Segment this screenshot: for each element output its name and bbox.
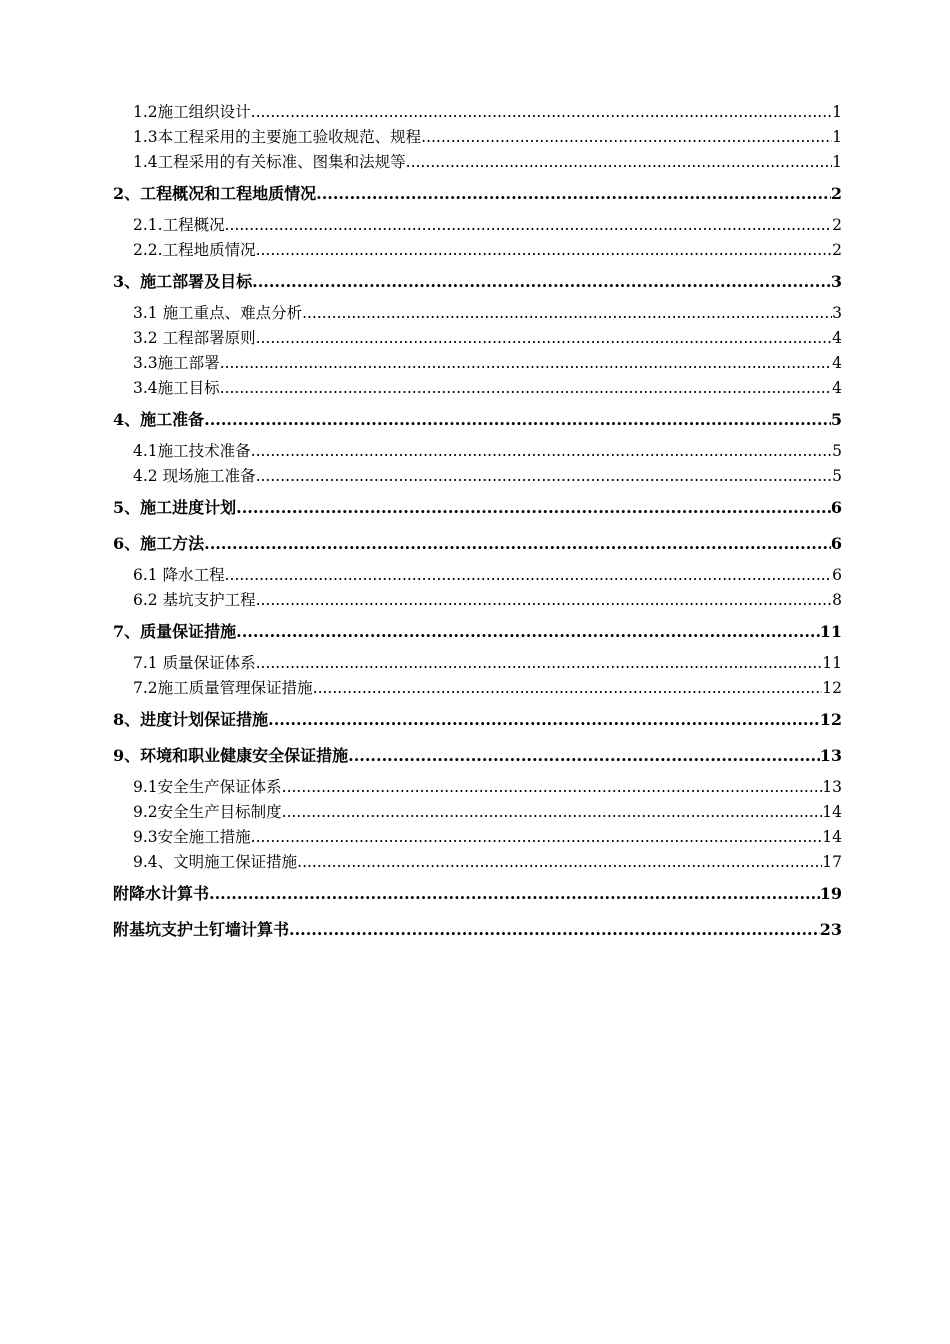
toc-page-number: 2 (832, 216, 842, 234)
toc-entry-title: 6.1 降水工程 (133, 566, 225, 584)
toc-chapter-entry[interactable] (113, 913, 842, 947)
toc-entry-title: 1.3本工程采用的主要施工验收规范、规程 (133, 128, 422, 146)
toc-dot-leader (251, 100, 832, 125)
toc-page-number: 6 (830, 534, 842, 553)
toc-page-number: 5 (832, 442, 842, 460)
toc-dot-leader (268, 703, 820, 737)
toc-entry-title: 9.1安全生产保证体系 (133, 778, 282, 796)
toc-dot-leader (289, 913, 820, 947)
toc-dot-leader (282, 800, 823, 825)
toc-dot-leader (282, 775, 823, 800)
toc-section-entry[interactable] (113, 588, 842, 613)
toc-section-entry[interactable] (113, 213, 842, 238)
toc-entry-title: 6.2 基坑支护工程 (133, 591, 256, 609)
toc-entry-title: 4.2 现场施工准备 (133, 467, 256, 485)
toc-page-number: 2 (832, 241, 842, 259)
toc-entry-title: 9.4、文明施工保证措施 (133, 853, 298, 871)
toc-entry-title: 4、施工准备 (113, 410, 205, 429)
table-of-contents (113, 100, 842, 949)
toc-dot-leader (204, 527, 831, 561)
toc-dot-leader (251, 439, 832, 464)
toc-dot-leader (316, 177, 831, 211)
toc-dot-leader (406, 150, 832, 175)
toc-section-entry[interactable] (113, 351, 842, 376)
toc-section-entry[interactable] (113, 376, 842, 401)
toc-section-entry[interactable] (113, 150, 842, 175)
toc-dot-leader (302, 301, 832, 326)
toc-entry-title: 3.1 施工重点、难点分析 (133, 304, 303, 322)
toc-dot-leader (313, 676, 823, 701)
toc-entry-title: 1.2施工组织设计 (133, 103, 251, 121)
toc-page-number: 4 (832, 329, 842, 347)
toc-section-entry[interactable] (113, 238, 842, 263)
toc-chapter-entry[interactable] (113, 491, 842, 525)
toc-dot-leader (251, 825, 823, 850)
toc-dot-leader (225, 213, 833, 238)
toc-page-number: 3 (832, 304, 842, 322)
toc-entry-title: 3、施工部署及目标 (113, 272, 253, 291)
toc-dot-leader (256, 651, 823, 676)
toc-entry-title: 9.3安全施工措施 (133, 828, 251, 846)
toc-section-entry[interactable] (113, 850, 842, 875)
toc-page-number: 12 (822, 679, 842, 697)
toc-section-entry[interactable] (113, 326, 842, 351)
toc-entry-title: 4.1施工技术准备 (133, 442, 251, 460)
toc-dot-leader (220, 376, 832, 401)
toc-entry-title: 2.1.工程概况 (133, 216, 225, 234)
toc-section-entry[interactable] (113, 100, 842, 125)
toc-page-number: 6 (832, 566, 842, 584)
toc-section-entry[interactable] (113, 800, 842, 825)
toc-section-entry[interactable] (113, 301, 842, 326)
toc-entry-title: 8、进度计划保证措施 (113, 710, 269, 729)
toc-entry-title: 9.2安全生产目标制度 (133, 803, 282, 821)
toc-entry-title: 3.3施工部署 (133, 354, 220, 372)
toc-section-entry[interactable] (113, 439, 842, 464)
toc-chapter-entry[interactable] (113, 877, 842, 911)
toc-page-number: 23 (819, 920, 842, 939)
toc-section-entry[interactable] (113, 563, 842, 588)
toc-page-number: 5 (832, 467, 842, 485)
toc-page-number: 19 (819, 884, 842, 903)
toc-dot-leader (256, 326, 833, 351)
toc-entry-title: 2.2.工程地质情况 (133, 241, 256, 259)
toc-dot-leader (256, 238, 833, 263)
toc-page-number: 11 (819, 622, 842, 641)
toc-entry-title: 6、施工方法 (113, 534, 205, 553)
toc-entry-title: 9、环境和职业健康安全保证措施 (113, 746, 349, 765)
toc-section-entry[interactable] (113, 125, 842, 150)
toc-chapter-entry[interactable] (113, 403, 842, 437)
toc-dot-leader (204, 403, 831, 437)
toc-chapter-entry[interactable] (113, 265, 842, 299)
toc-entry-title: 7、质量保证措施 (113, 622, 237, 641)
toc-chapter-entry[interactable] (113, 615, 842, 649)
toc-page-number: 4 (832, 379, 842, 397)
toc-page-number: 6 (830, 498, 842, 517)
toc-entry-title: 7.2施工质量管理保证措施 (133, 679, 313, 697)
toc-page-number: 12 (819, 710, 842, 729)
toc-entry-title: 5、施工进度计划 (113, 498, 237, 517)
toc-page-number: 13 (822, 778, 842, 796)
toc-dot-leader (256, 588, 833, 613)
toc-page-number: 5 (830, 410, 842, 429)
toc-page-number: 1 (832, 128, 842, 146)
toc-dot-leader (236, 491, 831, 525)
toc-entry-title: 3.2 工程部署原则 (133, 329, 256, 347)
toc-entry-title: 附降水计算书 (113, 884, 210, 903)
toc-entry-title: 2、工程概况和工程地质情况 (113, 184, 317, 203)
toc-section-entry[interactable] (113, 775, 842, 800)
toc-section-entry[interactable] (113, 676, 842, 701)
toc-page-number: 14 (822, 803, 842, 821)
toc-page-number: 11 (822, 654, 842, 672)
toc-page-number: 2 (830, 184, 842, 203)
toc-dot-leader (256, 464, 833, 489)
toc-page-number: 17 (822, 853, 842, 871)
toc-dot-leader (348, 739, 820, 773)
toc-entry-title: 附基坑支护土钉墙计算书 (113, 920, 290, 939)
toc-page-number: 8 (832, 591, 842, 609)
toc-entry-title: 3.4施工目标 (133, 379, 220, 397)
toc-section-entry[interactable] (113, 651, 842, 676)
toc-dot-leader (252, 265, 831, 299)
toc-section-entry[interactable] (113, 464, 842, 489)
toc-dot-leader (209, 877, 820, 911)
toc-page-number: 1 (832, 103, 842, 121)
toc-entry-title: 1.4工程采用的有关标准、图集和法规等 (133, 153, 406, 171)
toc-dot-leader (220, 351, 832, 376)
toc-dot-leader (297, 850, 822, 875)
toc-page-number: 14 (822, 828, 842, 846)
toc-dot-leader (225, 563, 833, 588)
toc-section-entry[interactable] (113, 825, 842, 850)
toc-chapter-entry[interactable] (113, 177, 842, 211)
toc-entry-title: 7.1 质量保证体系 (133, 654, 256, 672)
toc-dot-leader (421, 125, 832, 150)
toc-page-number: 4 (832, 354, 842, 372)
toc-page-number: 3 (830, 272, 842, 291)
toc-page-number: 1 (832, 153, 842, 171)
toc-dot-leader (236, 615, 820, 649)
toc-page-number: 13 (819, 746, 842, 765)
toc-chapter-entry[interactable] (113, 527, 842, 561)
toc-chapter-entry[interactable] (113, 703, 842, 737)
toc-chapter-entry[interactable] (113, 739, 842, 773)
